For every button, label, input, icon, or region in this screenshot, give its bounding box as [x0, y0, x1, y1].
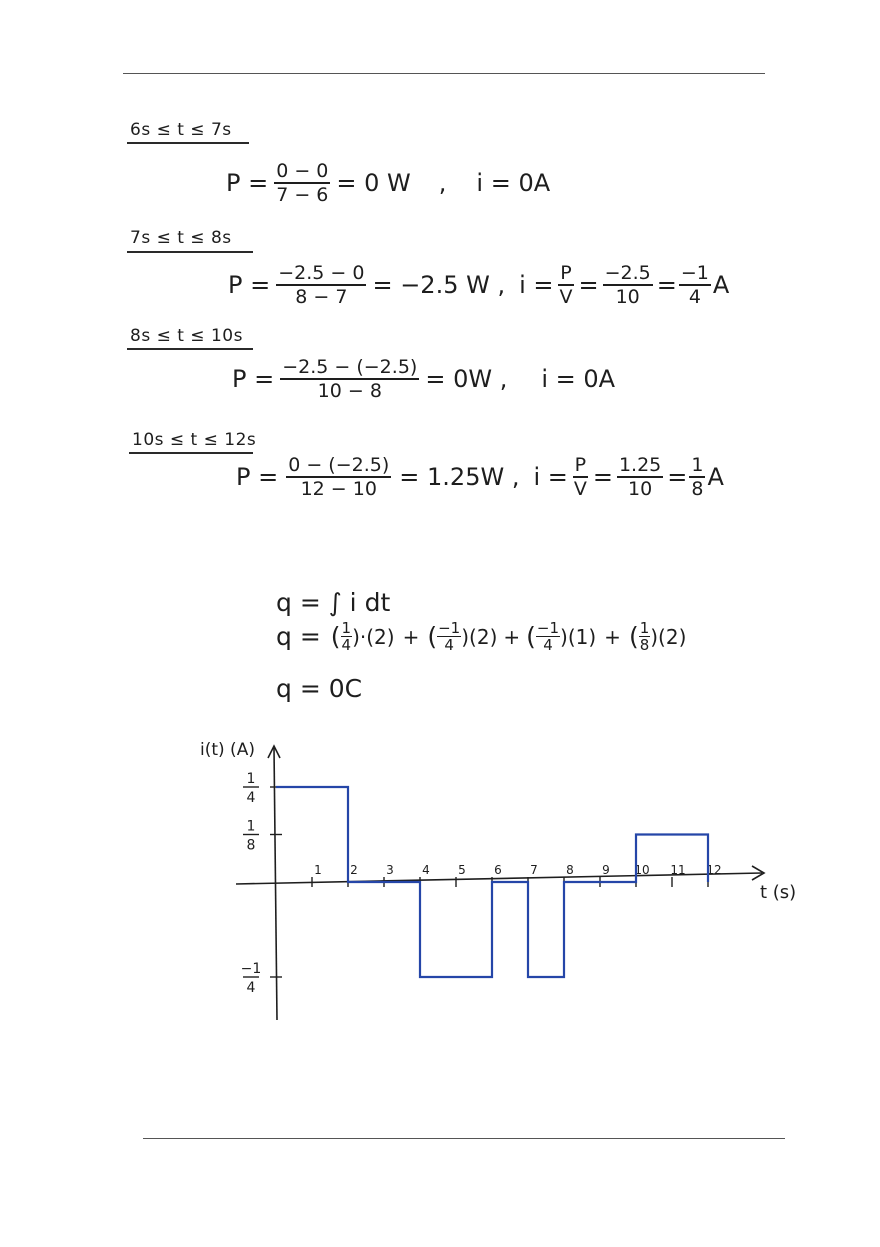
- fraction-denominator: 8 − 7: [295, 286, 348, 308]
- fraction-denominator: 4: [688, 286, 701, 308]
- y-tick-label-denominator: 8: [246, 837, 256, 854]
- fraction-denominator: 12 − 10: [300, 478, 377, 500]
- equals-sign: =: [592, 463, 613, 491]
- fraction-denominator: V: [559, 286, 573, 308]
- section-header: 6s ≤ t ≤ 7s: [130, 120, 232, 140]
- current-result: i = 0A: [541, 365, 616, 393]
- x-tick-label: 8: [566, 863, 574, 877]
- x-tick-label: 2: [350, 863, 358, 877]
- fraction-numerator: 1: [639, 619, 650, 637]
- fraction-numerator: −1: [536, 619, 560, 637]
- y-tick-label-numerator: 1: [246, 771, 256, 787]
- fraction-numerator: 1.25: [618, 454, 662, 476]
- fraction-denominator: 8: [691, 478, 704, 500]
- x-tick-label: 6: [494, 863, 502, 877]
- charge-label: q =: [276, 622, 321, 651]
- section-header: 10s ≤ t ≤ 12s: [132, 430, 257, 450]
- term-open: (: [330, 622, 341, 651]
- plus-sign: +: [604, 624, 621, 649]
- fraction-numerator: −1: [680, 262, 709, 284]
- y-axis-label: i(t) (A): [200, 740, 255, 760]
- fraction-denominator: 10: [628, 478, 653, 500]
- charge-result: q = 0C: [276, 674, 363, 703]
- fraction-numerator: 0 − 0: [276, 160, 329, 182]
- separator: ,: [438, 169, 447, 197]
- y-tick-label-denominator: 4: [246, 980, 256, 996]
- fraction-denominator: 4: [444, 636, 454, 654]
- fraction-denominator: 10 − 8: [317, 380, 382, 402]
- fraction-numerator: −2.5 − 0: [278, 262, 365, 284]
- fraction-denominator: 4: [543, 636, 553, 654]
- fraction-numerator: −1: [438, 619, 461, 637]
- term-close: )·(2): [352, 624, 395, 649]
- x-tick-label: 3: [386, 863, 394, 877]
- term-open: (: [427, 622, 438, 651]
- power-result: = 0W ,: [425, 365, 508, 393]
- fraction-numerator: −2.5: [604, 262, 651, 284]
- fraction-denominator: V: [573, 478, 587, 500]
- section-header: 7s ≤ t ≤ 8s: [130, 228, 232, 248]
- equals-sign: =: [578, 271, 599, 299]
- x-tick-label: 1: [314, 863, 322, 877]
- section-header: 8s ≤ t ≤ 10s: [130, 326, 243, 346]
- y-tick-label-numerator: −1: [240, 961, 262, 977]
- bottom-rule: [143, 1138, 785, 1139]
- x-tick-label: 11: [670, 863, 686, 877]
- x-tick-label: 12: [706, 863, 722, 877]
- charge-integral: q = ∫ i dt: [276, 588, 391, 617]
- power-result: = 1.25W ,: [399, 463, 520, 491]
- power-result: = 0 W: [336, 169, 411, 197]
- fraction-numerator: 1: [341, 619, 352, 637]
- term-open: (: [628, 622, 639, 651]
- fraction-numerator: 0 − (−2.5): [288, 454, 390, 476]
- x-tick-label: 7: [530, 863, 538, 877]
- term-open: (: [526, 622, 536, 651]
- plus-sign: +: [503, 624, 521, 649]
- x-tick-label: 4: [422, 863, 430, 877]
- fraction-numerator: P: [574, 454, 587, 476]
- plus-sign: +: [402, 624, 420, 649]
- x-axis-label: t (s): [760, 882, 797, 903]
- power-label: P =: [232, 365, 275, 393]
- power-label: P =: [228, 271, 271, 299]
- y-axis: [274, 748, 277, 1020]
- term-close: )(2): [650, 624, 687, 649]
- x-tick-label: 5: [458, 863, 466, 877]
- unit-label: A: [707, 463, 724, 491]
- power-label: P =: [226, 169, 269, 197]
- term-close: )(2): [461, 624, 498, 649]
- x-tick-label: 10: [634, 863, 650, 877]
- fraction-denominator: 8: [639, 636, 650, 654]
- fraction-denominator: 4: [341, 636, 352, 654]
- current-label: i =: [533, 463, 568, 491]
- power-label: P =: [236, 463, 279, 491]
- fraction-denominator: 10: [615, 286, 640, 308]
- y-tick-label-denominator: 4: [246, 790, 256, 806]
- power-result: = −2.5 W ,: [372, 271, 506, 299]
- y-tick-label-numerator: 1: [246, 818, 256, 835]
- term-close: )(1): [560, 624, 597, 649]
- x-tick-label: 9: [602, 863, 610, 877]
- fraction-numerator: P: [560, 262, 572, 284]
- equals-sign: =: [667, 463, 688, 491]
- fraction-numerator: −2.5 − (−2.5): [282, 356, 418, 378]
- current-label: i =: [519, 271, 554, 299]
- fraction-denominator: 7 − 6: [276, 184, 329, 206]
- fraction-numerator: 1: [691, 454, 704, 476]
- unit-label: A: [712, 271, 730, 299]
- equals-sign: =: [656, 271, 677, 299]
- current-result: i = 0A: [476, 169, 551, 197]
